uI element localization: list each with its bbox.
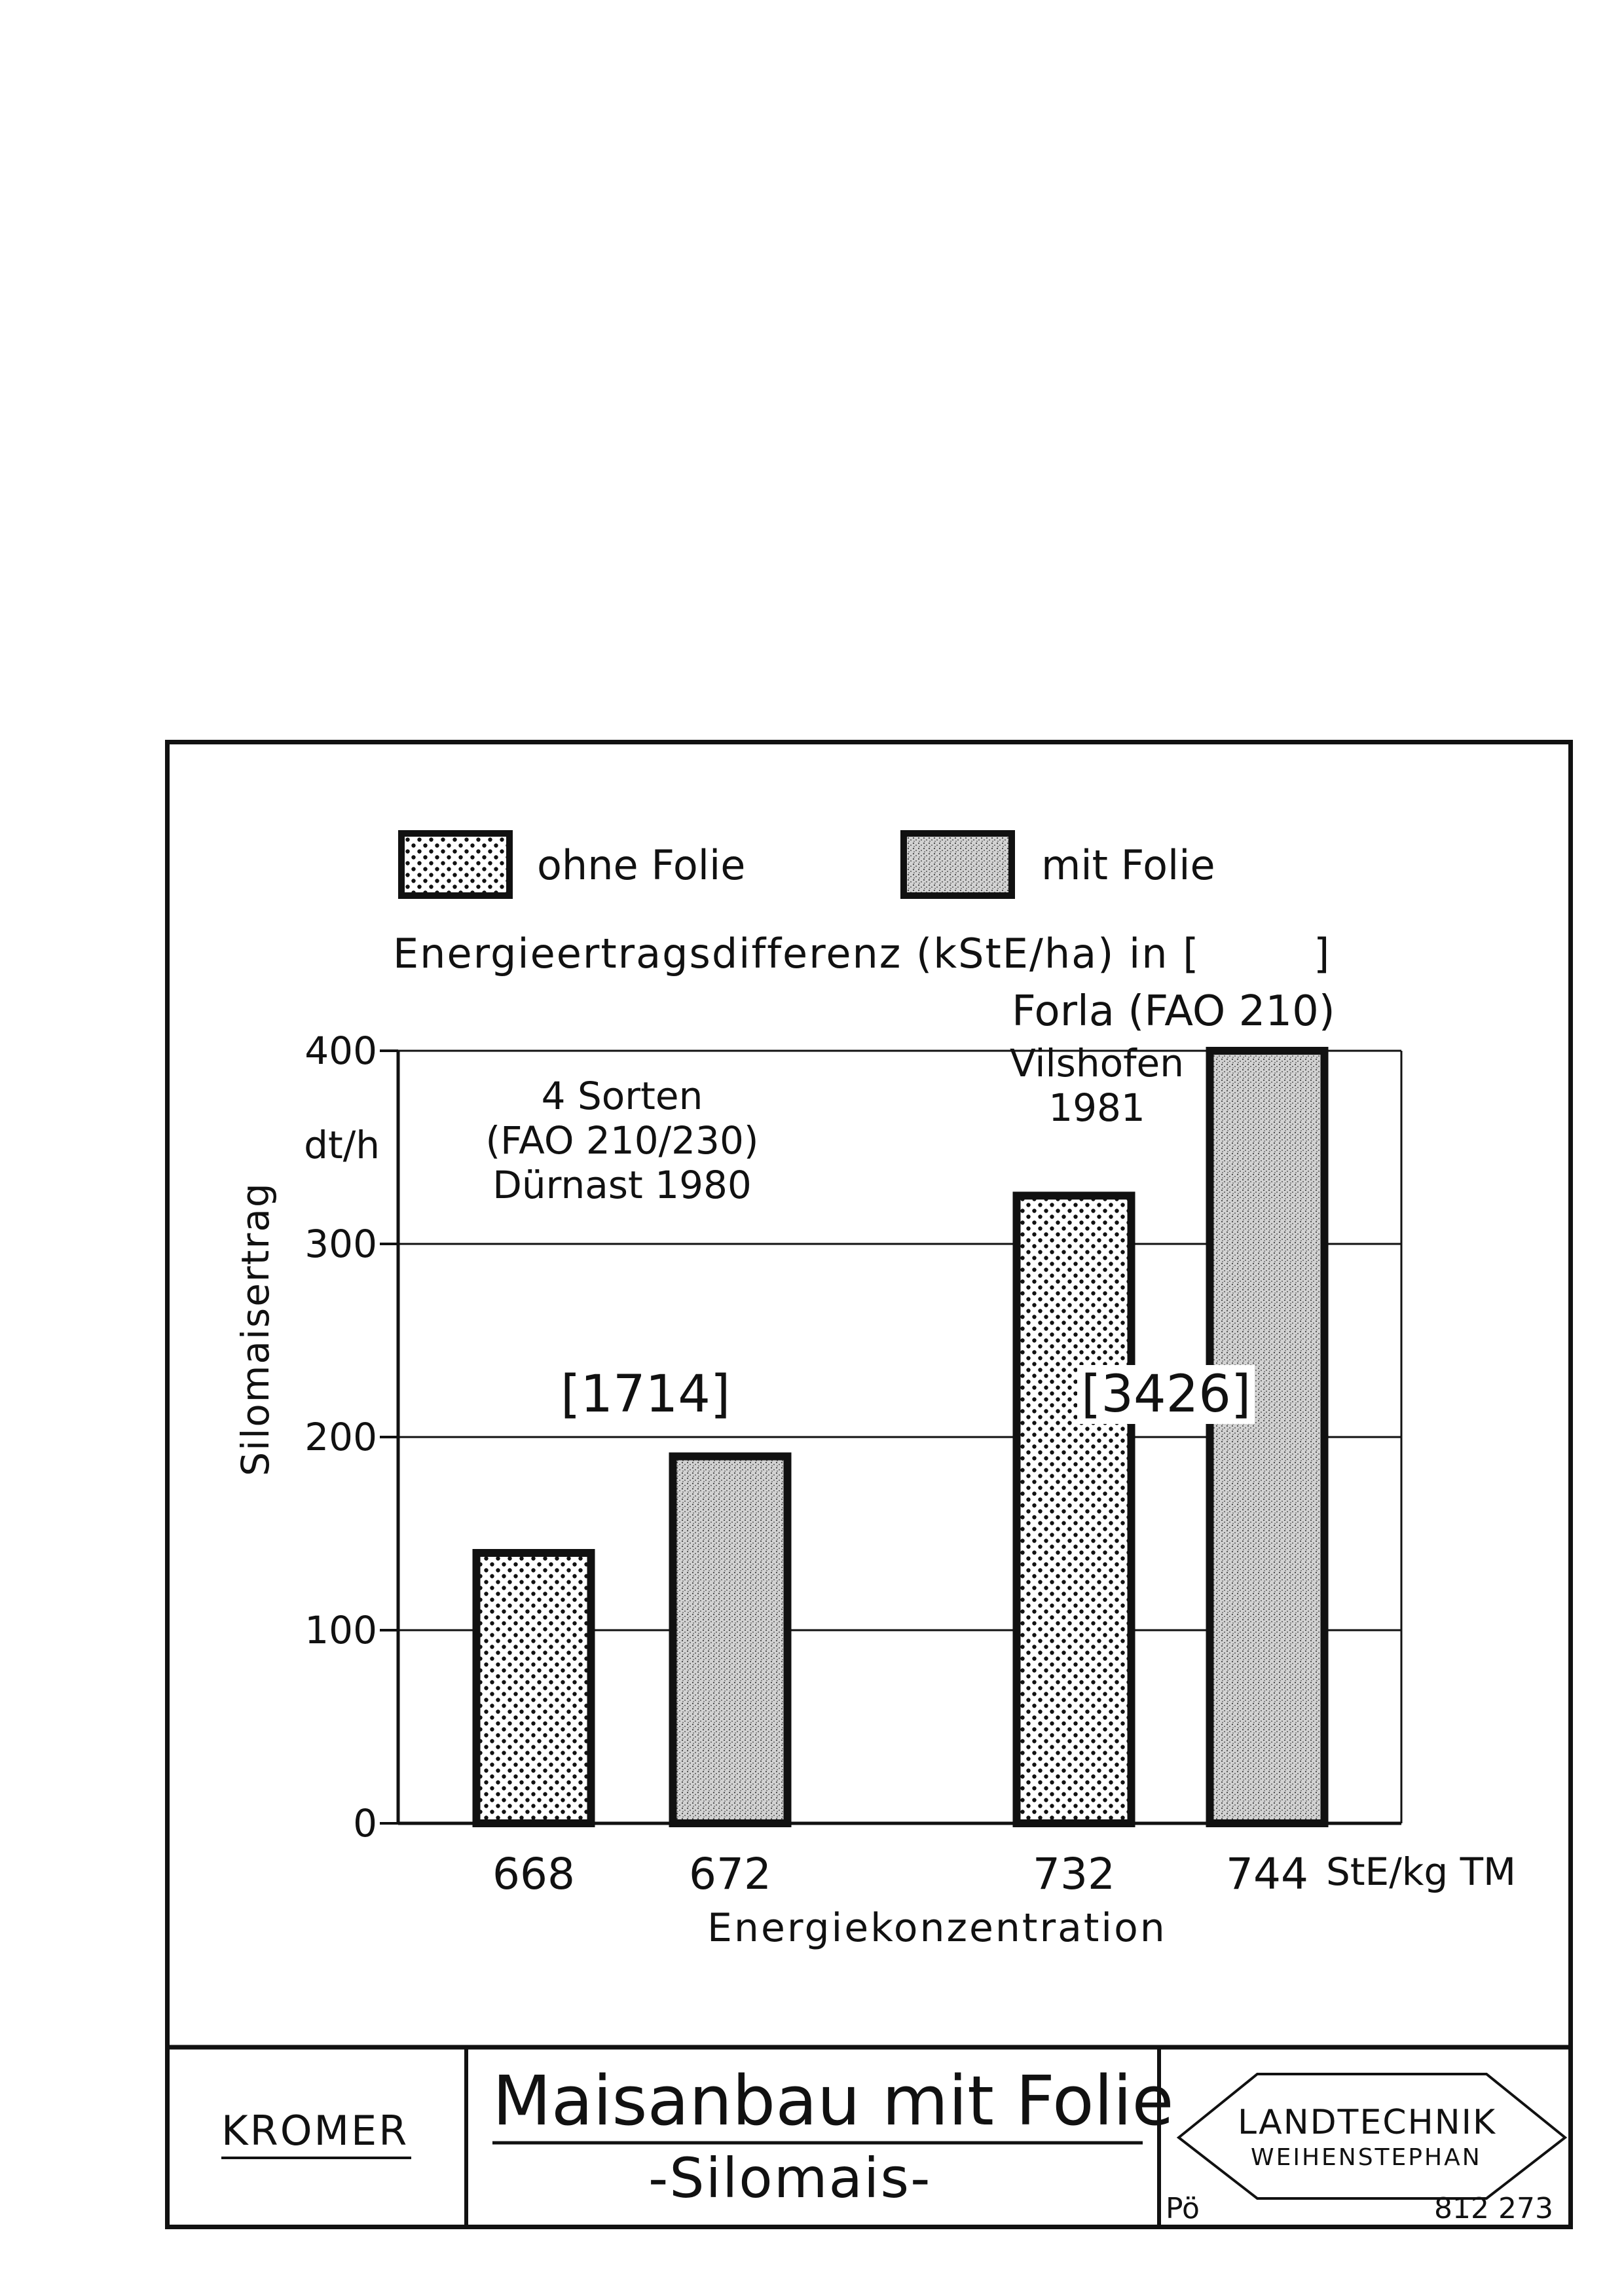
group2-title: Forla (FAO 210)	[1012, 987, 1335, 1036]
drawing-subtitle: -Silomais-	[648, 2146, 932, 2210]
y-axis-title: Silomaisertrag	[233, 1182, 278, 1476]
x-axis-title: Energiekonzentration	[707, 1905, 1167, 1951]
legend-label-mit: mit Folie	[1041, 841, 1215, 889]
x-tick-label: 668	[492, 1849, 575, 1899]
bar-mit-folie	[673, 1457, 788, 1824]
bar-ohne-folie	[477, 1553, 591, 1823]
drawing-title: Maisanbau mit Folie	[492, 2061, 1174, 2141]
y-tick-label: 400	[304, 1029, 377, 1073]
drawing-code-right: 812 273	[1434, 2192, 1553, 2225]
y-tick-label: 300	[304, 1222, 377, 1266]
author-name: KROMER	[221, 2107, 409, 2155]
logo-text-1: LANDTECHNIK	[1238, 2103, 1497, 2142]
legend-swatch-mit	[900, 830, 1015, 899]
y-unit-label: dt/h	[304, 1123, 380, 1167]
group2-note: Vilshofen 1981	[1010, 1041, 1184, 1130]
logo-text-2: WEIHENSTEPHAN	[1251, 2144, 1482, 2171]
bar-mit-folie	[1210, 1051, 1325, 1823]
diff-label-2: [3426]	[1077, 1365, 1255, 1424]
x-tick-label: 672	[689, 1849, 771, 1899]
group1-note: 4 Sorten (FAO 210/230) Dürnast 1980	[485, 1074, 759, 1207]
legend-swatch-ohne	[398, 830, 513, 899]
x-unit-label: StE/kg TM	[1326, 1850, 1517, 1894]
x-tick-label: 732	[1033, 1849, 1115, 1899]
diff-label-1: [1714]	[557, 1365, 734, 1424]
legend-note: Energieertragsdifferenz (kStE/ha) in [ ]	[393, 930, 1331, 977]
legend-label-ohne: ohne Folie	[537, 841, 746, 889]
x-tick-label: 744	[1226, 1849, 1308, 1899]
y-tick-label: 0	[353, 1801, 377, 1846]
drawing-code-left: Pö	[1166, 2192, 1200, 2225]
y-tick-label: 100	[304, 1608, 377, 1652]
bar-ohne-folie	[1017, 1195, 1132, 1823]
y-tick-label: 200	[304, 1415, 377, 1459]
